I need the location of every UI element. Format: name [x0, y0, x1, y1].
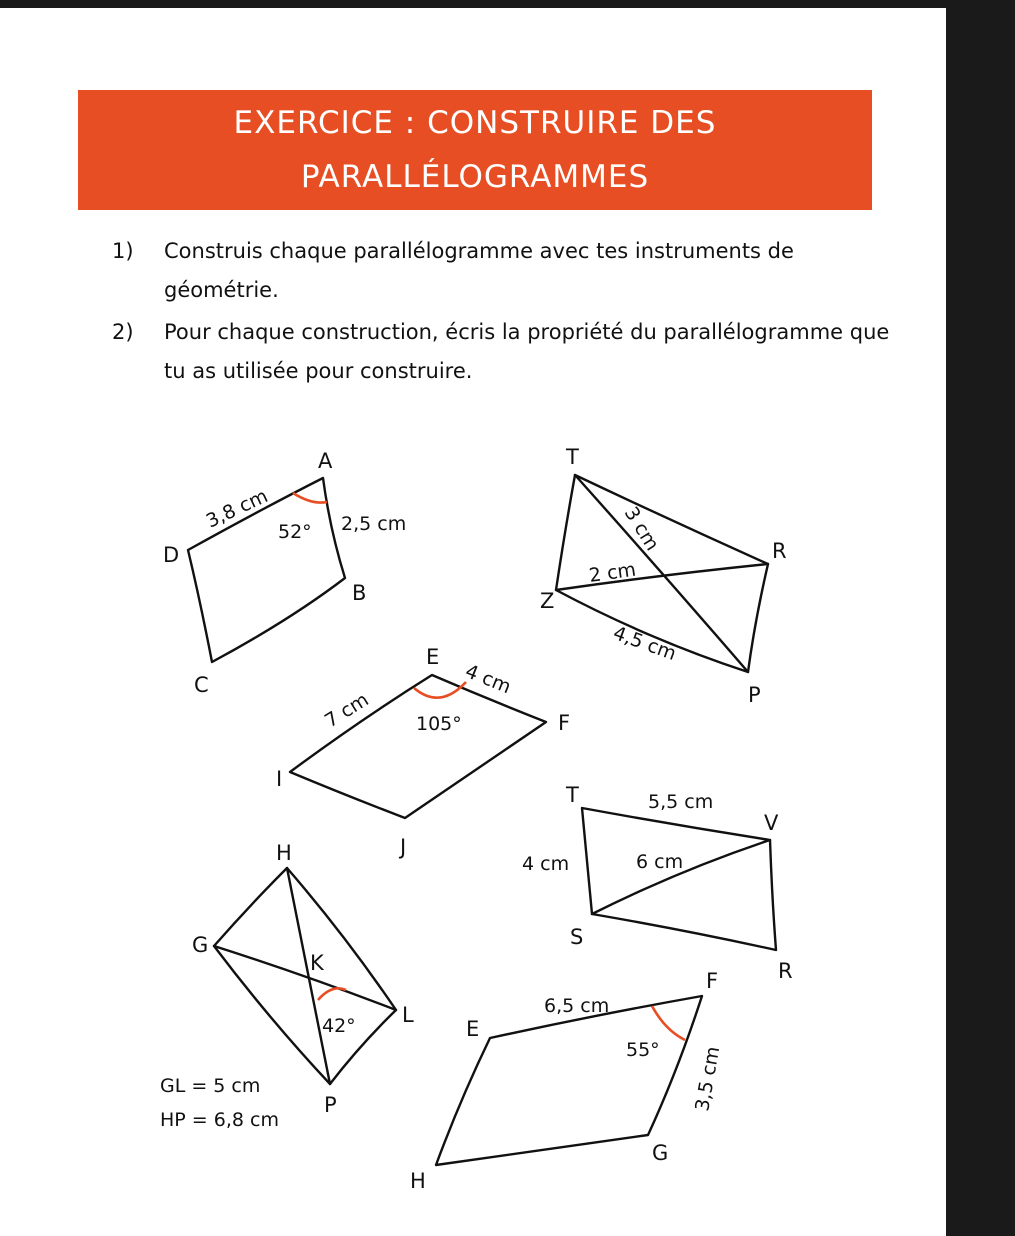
vertex-label: C [194, 673, 209, 697]
parallelogram-efgh [410, 969, 724, 1193]
parallelogram-tzpr [540, 445, 787, 707]
side-measure: 4 cm [522, 853, 570, 875]
segment-measure: 2 cm [587, 558, 638, 587]
vertex-label: P [324, 1093, 337, 1117]
side-measure: 6,5 cm [544, 995, 610, 1017]
parallelogram-eijf [276, 645, 570, 859]
vertex-label: F [558, 711, 571, 735]
side-measure: 4 cm [462, 660, 515, 699]
angle-arc [652, 1006, 685, 1040]
given-measure: HP = 6,8 cm [160, 1109, 279, 1131]
vertex-label: F [706, 969, 719, 993]
vertex-label: R [778, 959, 793, 983]
vertex-label: H [410, 1169, 426, 1193]
title-line-2: PARALLÉLOGRAMMES [300, 159, 650, 195]
vertex-label: T [566, 783, 579, 807]
angle-measure: 105° [416, 713, 462, 735]
diagonal-measure: 6 cm [636, 851, 684, 873]
vertex-label: P [748, 683, 761, 707]
instruction-number: 1) [112, 239, 134, 263]
side-measure: 3,8 cm [202, 485, 272, 533]
segment-measure: 4,5 cm [610, 622, 680, 666]
vertex-label: L [402, 1003, 414, 1027]
vertex-label: S [570, 925, 584, 949]
vertex-label: V [764, 811, 779, 835]
vertex-label: A [318, 449, 333, 473]
side-measure: 3,5 cm [691, 1044, 725, 1113]
vertex-label: H [276, 841, 292, 865]
instruction-text: Pour chaque construction, écris la propriété du parallélogramme que tu as utilisée pour construire. [164, 320, 890, 383]
vertex-label: D [163, 543, 180, 567]
vertex-label: E [466, 1017, 480, 1041]
angle-arc [414, 682, 466, 698]
vertex-label: K [310, 951, 324, 975]
segment-measure: 3 cm [619, 502, 664, 555]
angle-measure: 52° [278, 521, 312, 543]
vertex-label: G [192, 933, 209, 957]
side-measure: 5,5 cm [648, 791, 714, 813]
parallelogram-tvrs [522, 783, 793, 983]
title-line-1: EXERCICE : CONSTRUIRE DES [233, 105, 717, 141]
vertex-label: J [400, 835, 407, 859]
instruction-text: Construis chaque parallélogramme avec tes instruments de géométrie. [164, 239, 794, 302]
given-measure: GL = 5 cm [160, 1075, 261, 1097]
vertex-label: E [426, 645, 440, 669]
vertex-label: Z [540, 589, 555, 613]
vertex-label: R [772, 539, 787, 563]
parallelogram-dabc [163, 449, 406, 697]
angle-arc [293, 493, 327, 503]
parallelogram-outline [290, 675, 546, 818]
vertex-label: B [352, 581, 367, 605]
side-measure: 7 cm [320, 688, 373, 733]
angle-measure: 42° [322, 1015, 356, 1037]
side-measure: 2,5 cm [341, 513, 407, 535]
vertex-label: G [652, 1141, 669, 1165]
vertex-label: I [276, 767, 283, 791]
diagonal [287, 868, 330, 1084]
parallelogram-hlpg [160, 841, 414, 1131]
parallelogram-outline [582, 808, 776, 950]
angle-measure: 55° [626, 1039, 660, 1061]
vertex-label: T [566, 445, 579, 469]
instruction-number: 2) [112, 320, 134, 344]
